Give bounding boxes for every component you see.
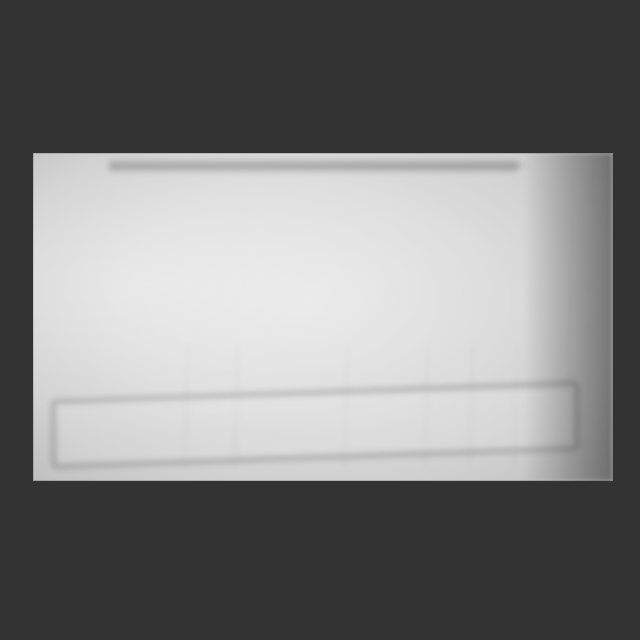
blurred-photo: [33, 153, 613, 481]
blurred-label: [33, 153, 613, 481]
label-grid: [565, 153, 613, 481]
label-box: [52, 382, 579, 468]
top-strip: [109, 161, 519, 171]
